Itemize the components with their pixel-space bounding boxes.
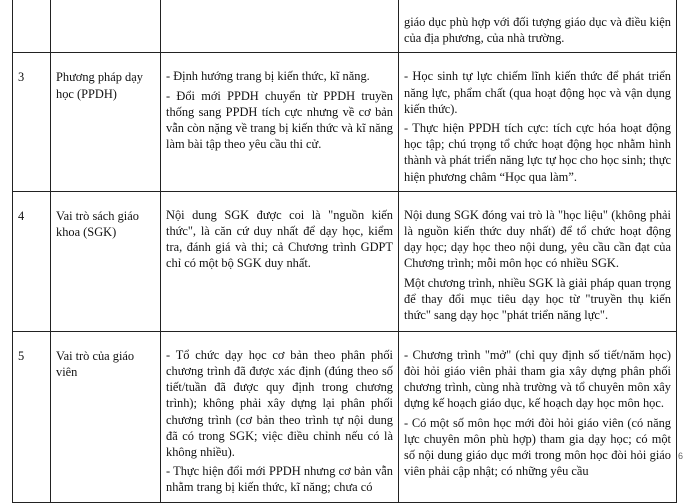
paragraph: - Tổ chức dạy học cơ bản theo phân phối chương trình đã được xác định (đúng theo số tiết/tuần đã được quy định trong chương trình); không phải xây dựng lại phân phối chương trình (cơ bản theo trình tự nội dung đã có trong SGK; việc điều chỉnh nếu có là không nhiều). bbox=[166, 347, 393, 460]
topic-text: Phương pháp dạy học (PPDH) bbox=[56, 70, 143, 101]
topic-cell bbox=[51, 0, 161, 53]
stt-cell: 3 bbox=[13, 53, 51, 191]
paragraph: giáo dục phù hợp với đối tượng giáo dục và điều kiện của địa phương, của nhà trường. bbox=[404, 15, 671, 46]
paragraph: - Thực hiện PPDH tích cực: tích cực hóa hoạt động học tập; chú trọng tổ chức hoạt động học nhằm hình thành và phát triển năng lực tự học cho học sinh; thực hiện phương châm “Học qua làm”. bbox=[404, 121, 671, 184]
topic-cell bbox=[51, 53, 161, 191]
stt-cell: 4 bbox=[13, 191, 51, 331]
old-program-cell bbox=[161, 0, 399, 53]
paragraph: - Học sinh tự lực chiếm lĩnh kiến thức để phát triển năng lực, phẩm chất (qua hoạt động học và vận dụng kiến thức). bbox=[404, 69, 671, 116]
page-number: 6 bbox=[677, 451, 683, 461]
paragraph: Nội dung SGK đóng vai trò là "học liệu" (không phải là nguồn kiến thức duy nhất) để tổ chức hoạt động dạy học; dạy học theo nội dung, yêu cầu cần đạt của Chương trình; mỗi môn học có nhiều SGK. bbox=[404, 207, 671, 271]
comparison-table bbox=[12, 0, 677, 503]
paragraph: - Thực hiện đổi mới PPDH nhưng cơ bản vẫn nhằm trang bị kiến thức, kĩ năng; chưa có bbox=[166, 464, 393, 495]
old-program-cell bbox=[161, 191, 399, 331]
table-row bbox=[13, 191, 677, 331]
paragraph: - Đổi mới PPDH chuyển từ PPDH truyền thống sang PPDH tích cực nhưng về cơ bản vẫn còn nặng về trang bị kiến thức và kĩ năng làm bài tập theo yêu cầu thi cử. bbox=[166, 88, 393, 152]
new-program-cell bbox=[399, 53, 677, 191]
stt-cell: 5 bbox=[13, 331, 51, 502]
stt-cell bbox=[13, 0, 51, 53]
new-program-cell bbox=[399, 0, 677, 53]
old-program-cell bbox=[161, 53, 399, 191]
paragraph: Một chương trình, nhiều SGK là giải pháp quan trọng để thay đổi mục tiêu dạy học từ "truyền thụ kiến thức" sang dạy học "phát triển năng lực". bbox=[404, 275, 671, 323]
table-row bbox=[13, 53, 677, 191]
topic-cell bbox=[51, 191, 161, 331]
paragraph: - Chương trình "mở" (chỉ quy định số tiết/năm học) đòi hỏi giáo viên phải tham gia xây dựng phân phối chương trình, cùng nhà trường và tổ chuyên môn xây dựng kế hoạch giáo dục, kế hoạch dạy học môn học. bbox=[404, 347, 671, 411]
new-program-cell bbox=[399, 191, 677, 331]
topic-text: Vai trò của giáo viên bbox=[56, 348, 135, 380]
paragraph: - Có một số môn học mới đòi hỏi giáo viên (có năng lực chuyên môn phù hợp) tham gia dạy học; có một số nội dung giáo dục mới trong môn học đòi hỏi giáo viên phải cập nhật; có những yêu cầu bbox=[404, 415, 671, 479]
topic-text: Vai trò sách giáo khoa (SGK) bbox=[56, 208, 139, 240]
paragraph: Nội dung SGK được coi là "nguồn kiến thức", là căn cứ duy nhất để dạy học, kiểm tra, đánh giá và thi; cả Chương trình GDPT chỉ có một bộ SGK duy nhất. bbox=[166, 207, 393, 271]
table-row bbox=[13, 0, 677, 53]
paragraph: - Định hướng trang bị kiến thức, kĩ năng. bbox=[166, 69, 370, 84]
